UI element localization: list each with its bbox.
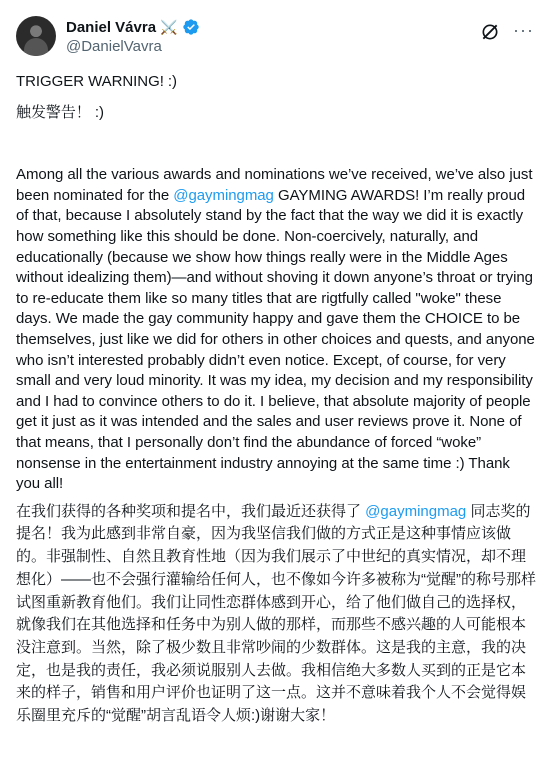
tweet-body xyxy=(16,72,536,728)
author-handle[interactable]: @DanielVavra xyxy=(66,38,162,55)
tweet-paragraph-english xyxy=(16,165,536,495)
tweet-paragraph-chinese xyxy=(16,501,536,728)
more-icon[interactable]: ··· xyxy=(513,20,534,40)
mention-link[interactable]: @gaymingmag xyxy=(365,502,467,520)
tweet-line-trigger-warning-zh: 触发警告！ :) xyxy=(16,103,104,121)
text-segment: 同志奖的提名！我为此感到非常自豪，因为我坚信我们做的方式正是这种事情应该做的。非强制性、自然且教育性地（因为我们展示了中世纪的真实情况，却不理想化）——也不会强行灌输给任何人，也不像如今许多被称为“觉醒”的称号那样试图重新教育他们。我们让同性恋群体感到开心，给了他们做自己的选择权，就像我们在其他选择和任务中为别人做的那样，而那些不感兴趣的人可能根本没注意到。当然，除了极少数且非常吵闹的少数群体。这是我的主意，我的决定，也是我的责任，我必须说服别人去做。我相信绝大多数人买到的正是它本来的样子，销售和用户评价也证明了这一点。这并不意味着我个人不会觉得娱乐圈里充斥的“觉醒”胡言乱语令人烦:)谢谢大家！ xyxy=(16,502,536,725)
avatar[interactable] xyxy=(16,16,56,56)
text-segment: Among all the various awards and nominations we’ve received, we’ve also just been nominated for the xyxy=(16,166,533,204)
tweet-line-trigger-warning: TRIGGER WARNING! :) xyxy=(16,73,177,90)
crossed-swords-icon: ⚔️ xyxy=(160,18,178,35)
mention-link[interactable]: @gaymingmag xyxy=(173,186,274,204)
text-segment: 在我们获得的各种奖项和提名中，我们最近还获得了 xyxy=(16,502,366,520)
text-segment: GAYMING AWARDS! I’m really proud of that, because I absolutely stand by the fact that the way we did it is exactly how something like this should be done. Non-coercively, naturally, and educationally (because we show how things really were in the Middle Ages without idealizing them)—and without shoving it down anyone’s throat or trying to re-educate them like so many titles that are rigtfully called "woke" these days. We made the gay community happy and gave them the CHOICE to be themselves, just like we did for others in other choices and quests, and anyone who isn’t interested probably didn’t even notice. Except, of course, for very small and very loud minority. It was my idea, my decision and my responsibility and I had to convince others to do it. I believe, that absolute majority of people get it just as it was intended and the sales and user reviews prove it. None of that means, that I personally don’t find the abundance of forced “woke” nonsense in the entertainment industry annoying at the same time :) Thank you all! xyxy=(16,186,535,493)
author-name-row xyxy=(66,17,200,37)
verified-badge-icon[interactable] xyxy=(182,18,200,36)
tweet-header xyxy=(16,16,534,60)
author-name[interactable]: Daniel Vávra xyxy=(66,18,157,36)
grok-icon[interactable] xyxy=(480,22,500,42)
